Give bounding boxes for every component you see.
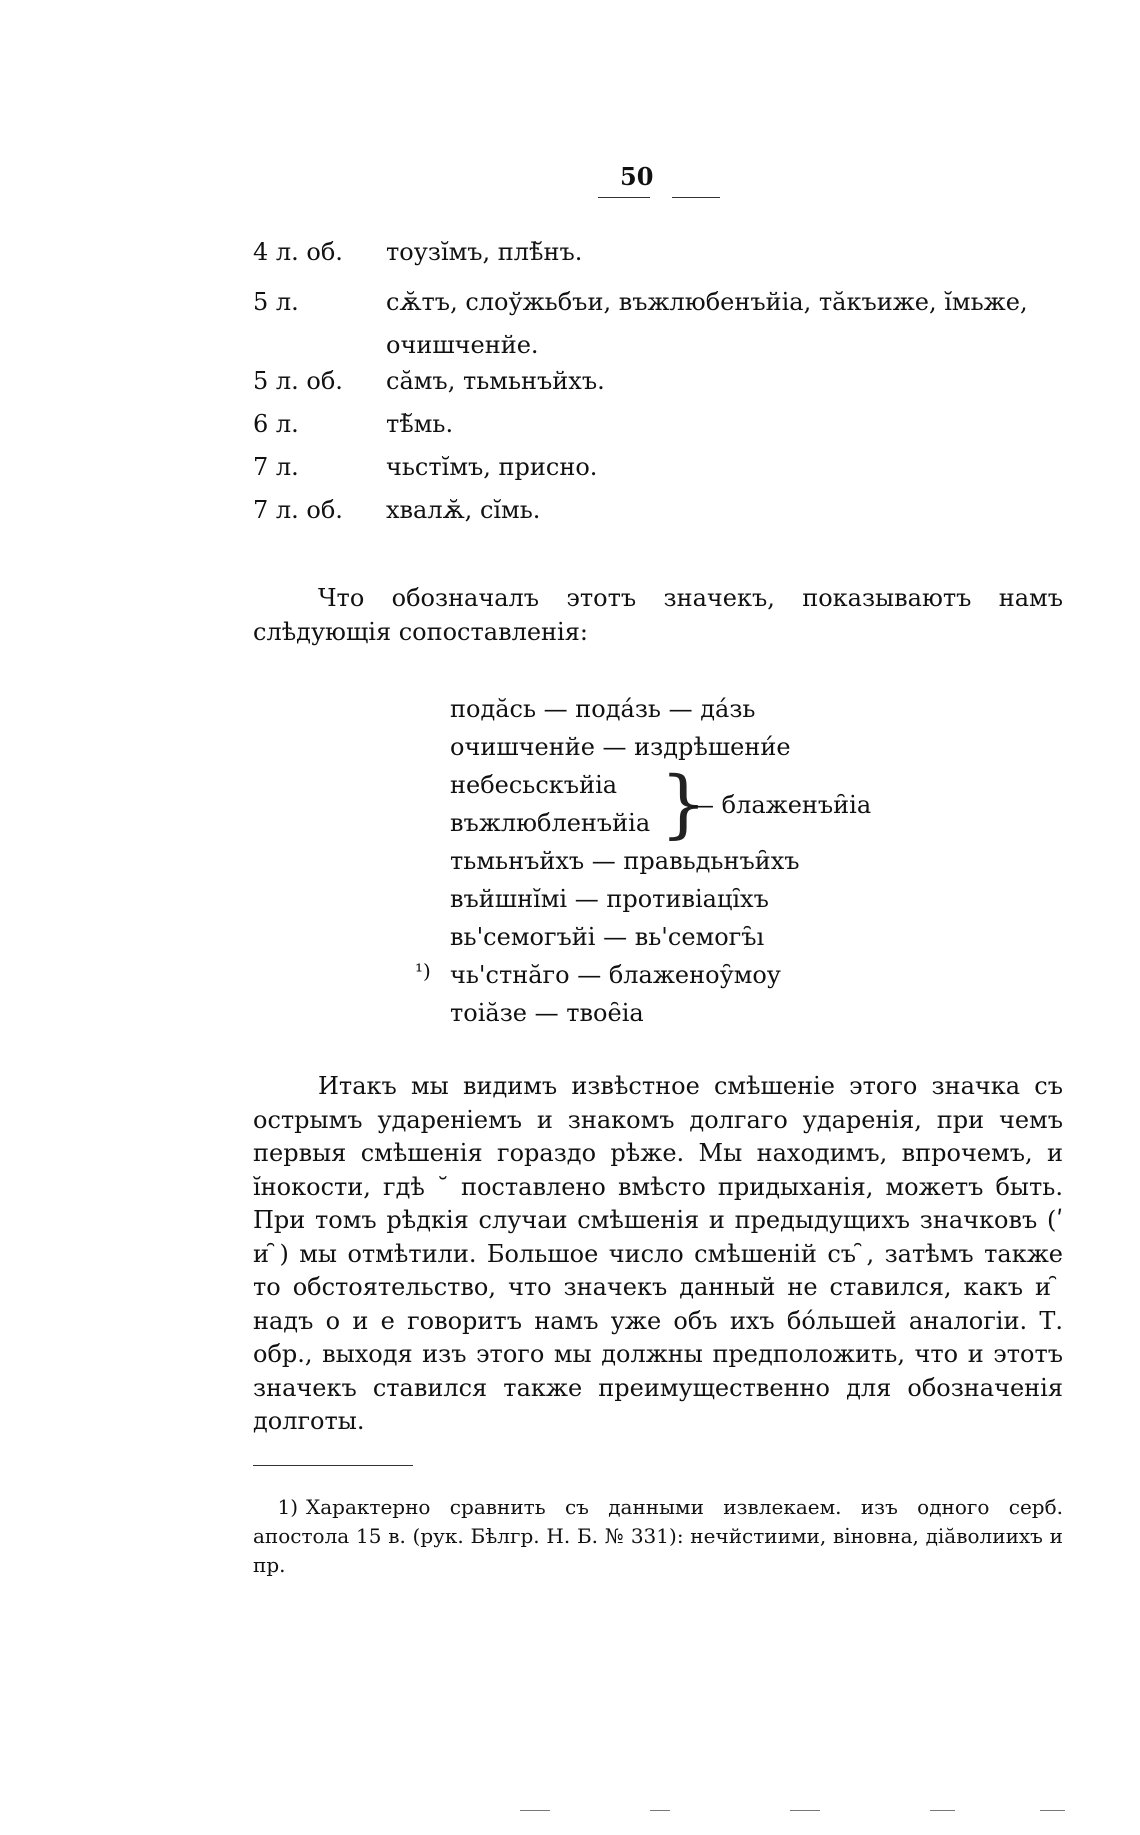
brace-group bbox=[450, 761, 910, 847]
intro-paragraph: Что обозначалъ этотъ значекъ, показываютъ намъ слѣдующія сопоставленія: bbox=[253, 584, 1063, 646]
reference-location: 6 л. bbox=[253, 410, 299, 438]
footnote-text: Характерно сравнить съ данными извлекаем. изъ одного серб. апостола 15 в. (рук. Бѣлгр. Н. Б. № 331): нечйстиими, вi̇новнa, дiӑволиихъ и пр. bbox=[253, 1495, 1063, 1577]
scan-mark bbox=[1040, 1810, 1065, 1811]
comparison-line: въжлюбленъйіа bbox=[450, 809, 651, 837]
scan-mark bbox=[790, 1810, 820, 1811]
footnote-marker: ¹) bbox=[415, 959, 431, 983]
reference-words: сӑмъ, тьмьнъйхъ. bbox=[386, 367, 605, 395]
scan-mark bbox=[520, 1810, 550, 1811]
scan-mark bbox=[930, 1810, 955, 1811]
footnote-number: 1) bbox=[277, 1495, 298, 1519]
reference-row bbox=[253, 367, 1073, 410]
page-number: 50 bbox=[620, 162, 654, 191]
reference-words: тѣ̆мь. bbox=[386, 410, 454, 438]
reference-location: 4 л. об. bbox=[253, 238, 343, 266]
header-rule bbox=[598, 197, 650, 198]
comparison-text: чь'стнӑго — блаженоу̑моу bbox=[450, 961, 781, 989]
right-brace-icon: } bbox=[660, 761, 708, 847]
comparison-line: тьмьнъйхъ — правьдьнъи̑хъ bbox=[450, 847, 800, 875]
comparison-line: подӑсь — пода́зь — да́зь bbox=[450, 695, 756, 723]
reference-location: 5 л. об. bbox=[253, 367, 343, 395]
reference-words: хвалѫ̆, сі̆мь. bbox=[386, 496, 541, 524]
reference-row bbox=[253, 496, 1073, 539]
reference-location: 7 л. bbox=[253, 453, 299, 481]
comparison-line: въйшні̆мі — противіаці̑хъ bbox=[450, 885, 769, 913]
reference-words: сѫ̆тъ, слоўжьбъи, въжлюбенъйіа, тӑкъиже, і̆мьже, очишченйе. bbox=[386, 288, 1028, 359]
comparison-line: тоіӑзе — твое̑іа bbox=[450, 999, 644, 1027]
comparison-line: вь'семогъйі — вь'семогъ̑ı bbox=[450, 923, 765, 951]
reference-row bbox=[253, 410, 1073, 453]
header-rule bbox=[672, 197, 720, 198]
reference-row bbox=[253, 453, 1073, 496]
reference-location: 5 л. bbox=[253, 288, 299, 316]
footnote bbox=[253, 1493, 1063, 1580]
reference-words: тоузі̆мъ, плѣ̆нъ. bbox=[386, 238, 583, 266]
comparison-line: небесьскъйіа bbox=[450, 771, 618, 799]
brace-result: — блаженъи̑іа bbox=[690, 791, 872, 819]
scan-mark bbox=[650, 1810, 670, 1811]
reference-words: чьсті̆мъ, присно. bbox=[386, 453, 598, 481]
reference-list bbox=[253, 238, 1073, 539]
reference-row bbox=[253, 238, 1073, 281]
comparison-line bbox=[415, 956, 910, 994]
comparison-list bbox=[415, 690, 910, 1032]
reference-location: 7 л. об. bbox=[253, 496, 343, 524]
main-paragraph: Итакъ мы видимъ извѣстное смѣшеніе этого значка съ острымъ удареніемъ и знакомъ долгаго ударенія, при чемъ первыя смѣшенія гораздо рѣже. Мы находимъ, впрочемъ, и і̆нокости, гдѣ ˘ поставлено вмѣсто придыханія, можетъ быть. При томъ рѣдкія случаи смѣшенія и предыдущихъ значковъ (ʹ и ̑) мы отмѣтили. Большое число смѣшеній съ ̑, затѣмъ также то обстоятельство, что значекъ данный не ставился, какъ и ̑ надъ о и е говоритъ намъ уже объ ихъ бо́льшей аналогіи. Т. обр., выходя изъ этого мы должны предположить, что и этотъ значекъ ставился также преимущественно для обозначенія долготы. bbox=[253, 1072, 1063, 1435]
comparison-line: очишченйе — издрѣшени́е bbox=[450, 733, 791, 761]
footnote-rule bbox=[253, 1465, 413, 1466]
reference-row bbox=[253, 281, 1073, 367]
